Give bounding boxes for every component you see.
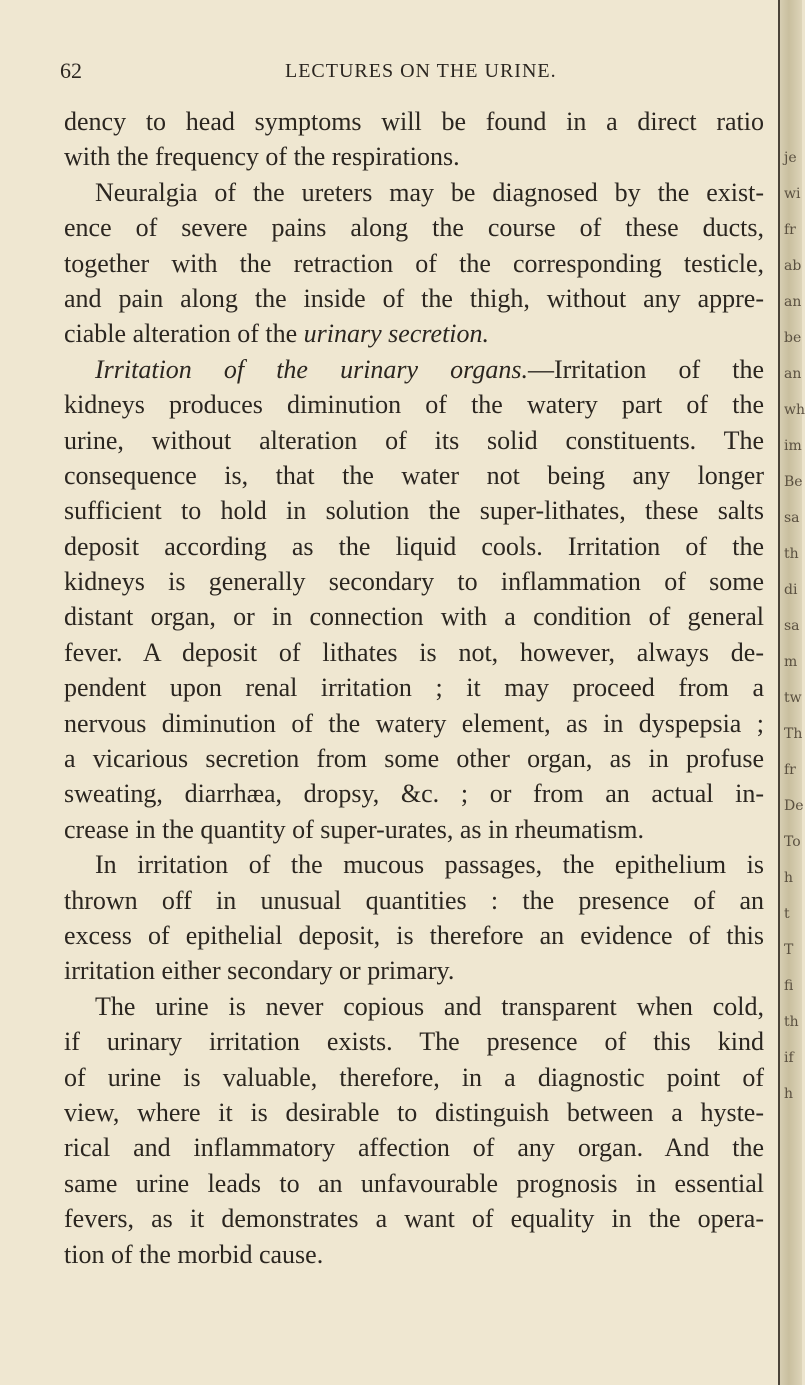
text-line: sufficient to hold in solution the super-lithates, these salts xyxy=(64,496,764,526)
gutter-fragment: an xyxy=(784,366,802,382)
text-line: and pain along the inside of the thigh, without any appre- xyxy=(64,283,764,313)
gutter-fragment: im xyxy=(784,438,802,454)
text-line: fevers, as it demonstrates a want of equality in the opera- xyxy=(64,1204,764,1234)
text-line: if urinary irritation exists. The presence of this kind xyxy=(64,1027,764,1057)
gutter-fragment: wh xyxy=(784,402,805,418)
italic-text-run: urinary secretion. xyxy=(303,319,490,349)
gutter-fragment: fr xyxy=(784,762,796,778)
text-line: Neuralgia of the ureters may be diagnosed by the exist- xyxy=(95,177,764,207)
text-line: excess of epithelial deposit, is therefore an evidence of this xyxy=(64,920,764,950)
gutter-fragment: je xyxy=(784,150,797,166)
text-line: consequence is, that the water not being any longer xyxy=(64,460,764,490)
text-line: urine, without alteration of its solid constituents. The xyxy=(64,425,764,455)
gutter-fragment: fr xyxy=(784,222,796,238)
text-line: sweating, diarrhæa, dropsy, &c. ; or from an actual in- xyxy=(64,779,764,809)
gutter-fragment: Be xyxy=(784,474,803,490)
gutter-fragment: be xyxy=(784,330,802,346)
text-line: of urine is valuable, therefore, in a diagnostic point of xyxy=(64,1062,764,1092)
gutter-fragment: t xyxy=(784,906,790,922)
gutter-fragment: wi xyxy=(784,186,801,202)
gutter-fragment: h xyxy=(784,1086,794,1102)
gutter-fragment: ab xyxy=(784,258,802,274)
gutter-fragment: To xyxy=(784,834,801,850)
text-line: crease in the quantity of super-urates, as in rheumatism. xyxy=(64,814,644,844)
text-line: pendent upon renal irritation ; it may proceed from a xyxy=(64,673,764,703)
gutter-fragment: De xyxy=(784,798,804,814)
gutter-fragment: sa xyxy=(784,618,800,634)
text-line: view, where it is desirable to distinguish between a hyste- xyxy=(64,1097,764,1127)
text-line: dency to head symptoms will be found in a direct ratio xyxy=(64,107,764,136)
text-line: kidneys produces diminution of the watery part of the xyxy=(64,390,764,420)
body-text xyxy=(64,104,764,1272)
text-line: a vicarious secretion from some other organ, as in profuse xyxy=(64,744,764,774)
text-run: ciable alteration of the xyxy=(64,319,304,349)
text-line: In irritation of the mucous passages, the epithelium is xyxy=(95,850,764,880)
text-line: The urine is never copious and transparent when cold, xyxy=(95,991,764,1021)
gutter-fragment: T xyxy=(784,942,794,958)
gutter-fragment: Th xyxy=(784,726,803,742)
gutter-fragment: sa xyxy=(784,510,800,526)
gutter-fragment: fi xyxy=(784,978,794,994)
gutter-fragment: m xyxy=(784,654,798,670)
gutter-fragment: th xyxy=(784,1014,799,1030)
text-line: with the frequency of the respirations. xyxy=(64,142,460,172)
gutter-fragment: di xyxy=(784,582,798,598)
text-line: same urine leads to an unfavourable prognosis in essential xyxy=(64,1168,764,1198)
text-line: nervous diminution of the watery element, as in dyspepsia ; xyxy=(64,708,764,738)
text-line xyxy=(64,316,764,351)
text-line: thrown off in unusual quantities : the presence of an xyxy=(64,885,764,915)
text-line: distant organ, or in connection with a condition of general xyxy=(64,602,764,632)
text-line: irritation either secondary or primary. xyxy=(64,956,455,986)
gutter-fragment: an xyxy=(784,294,802,310)
running-head: LECTURES ON THE URINE. xyxy=(285,60,557,82)
text-line xyxy=(64,352,764,387)
italic-text-run: Irritation of the urinary organs. xyxy=(95,354,528,384)
gutter-fragment: if xyxy=(784,1050,794,1066)
text-line: tion of the morbid cause. xyxy=(64,1239,324,1269)
text-run: —Irritation of the xyxy=(527,354,764,384)
gutter-fragment: tw xyxy=(784,690,802,706)
text-line: together with the retraction of the corresponding testicle, xyxy=(64,248,764,278)
text-line: ence of severe pains along the course of these ducts, xyxy=(64,213,764,243)
gutter-fragment: th xyxy=(784,546,799,562)
text-line: fever. A deposit of lithates is not, however, always de- xyxy=(64,637,764,667)
text-line: rical and inflammatory affection of any organ. And the xyxy=(64,1133,764,1163)
text-line: kidneys is generally secondary to inflammation of some xyxy=(64,567,764,597)
text-line: deposit according as the liquid cools. Irritation of the xyxy=(64,531,764,561)
page-number: 62 xyxy=(60,58,82,83)
adjacent-page-edge xyxy=(778,0,805,1385)
page-header xyxy=(0,58,778,88)
gutter-fragment: h xyxy=(784,870,794,886)
